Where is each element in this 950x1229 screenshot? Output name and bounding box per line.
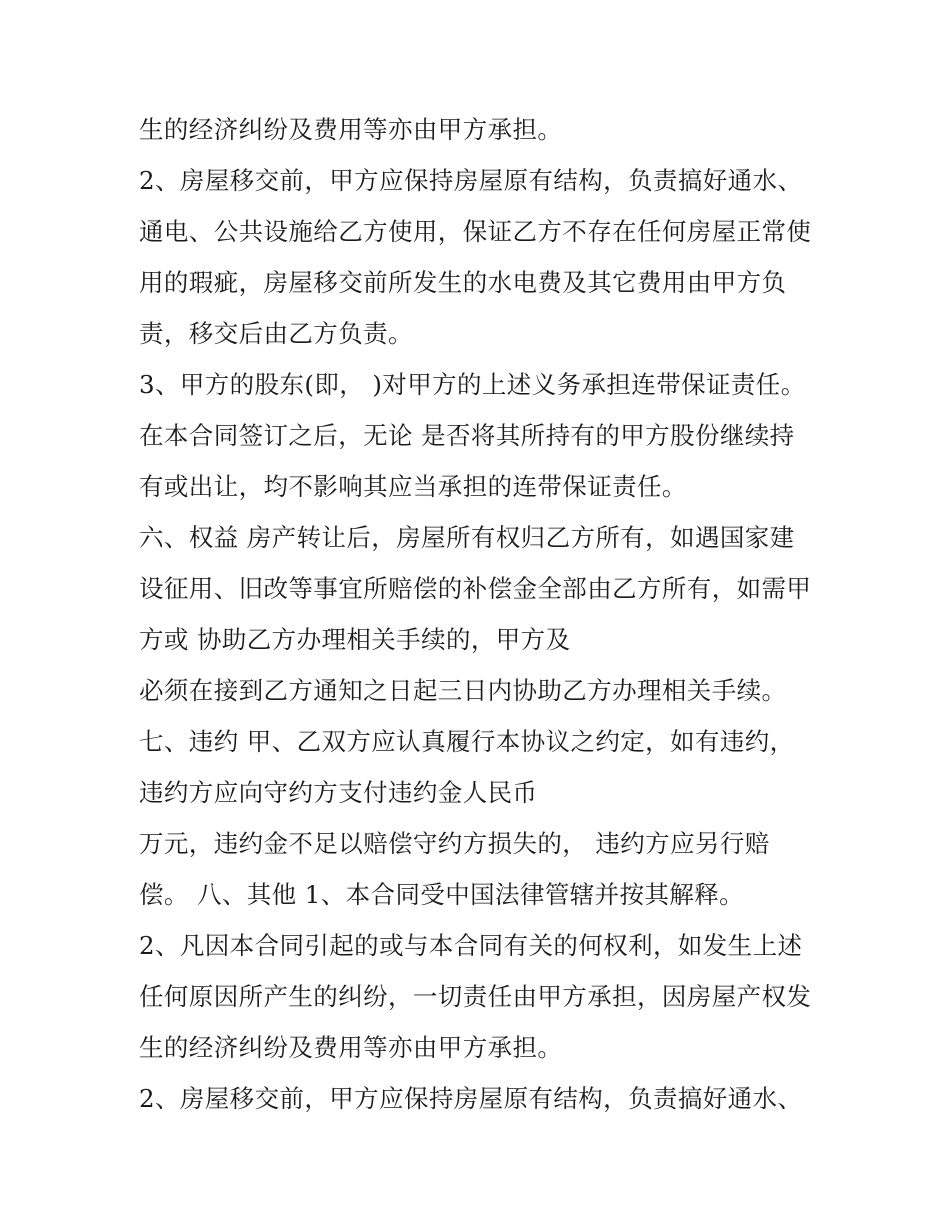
text-line: 万元，违约金不足以赔偿守约方损失的， 违约方应另行赔 [139, 829, 770, 858]
text-line: 违约方应向守约方支付违约金人民币 [139, 778, 538, 807]
text-line: 方或 协助乙方办理相关手续的，甲方及 [139, 625, 571, 654]
text-line: 生的经济纠纷及费用等亦由甲方承担。 [139, 115, 563, 144]
text-line: 七、违约 甲、乙双方应认真履行本协议之约定，如有违约， [139, 727, 795, 756]
text-line: 3、甲方的股东(即， )对甲方的上述义务承担连带保证责任。 [139, 370, 806, 399]
text-line: 有或出让，均不影响其应当承担的连带保证责任。 [139, 472, 687, 501]
text-line: 2、房屋移交前，甲方应保持房屋原有结构，负责搞好通水、 [139, 166, 803, 195]
text-line: 在本合同签订之后，无论 是否将其所持有的甲方股份继续持 [139, 421, 795, 450]
text-line: 生的经济纠纷及费用等亦由甲方承担。 [139, 1033, 563, 1062]
text-line: 必须在接到乙方通知之日起三日内协助乙方办理相关手续。 [139, 676, 787, 705]
text-line: 通电、公共设施给乙方使用，保证乙方不存在任何房屋正常使 [139, 217, 812, 246]
text-line: 责，移交后由乙方负责。 [139, 319, 413, 348]
contract-text [139, 108, 839, 1128]
text-line: 2、房屋移交前，甲方应保持房屋原有结构，负责搞好通水、 [139, 1084, 803, 1113]
text-line: 六、权益 房产转让后，房屋所有权归乙方所有，如遇国家建 [139, 523, 795, 552]
text-line: 2、凡因本合同引起的或与本合同有关的何权利，如发生上述 [139, 931, 803, 960]
text-line: 设征用、旧改等事宜所赔偿的补偿金全部由乙方所有，如需甲 [139, 574, 812, 603]
text-line: 偿。 八、其他 1、本合同受中国法律管辖并按其解释。 [139, 880, 745, 909]
text-line: 任何原因所产生的纠纷，一切责任由甲方承担，因房屋产权发 [139, 982, 812, 1011]
text-line: 用的瑕疵，房屋移交前所发生的水电费及其它费用由甲方负 [139, 268, 787, 297]
